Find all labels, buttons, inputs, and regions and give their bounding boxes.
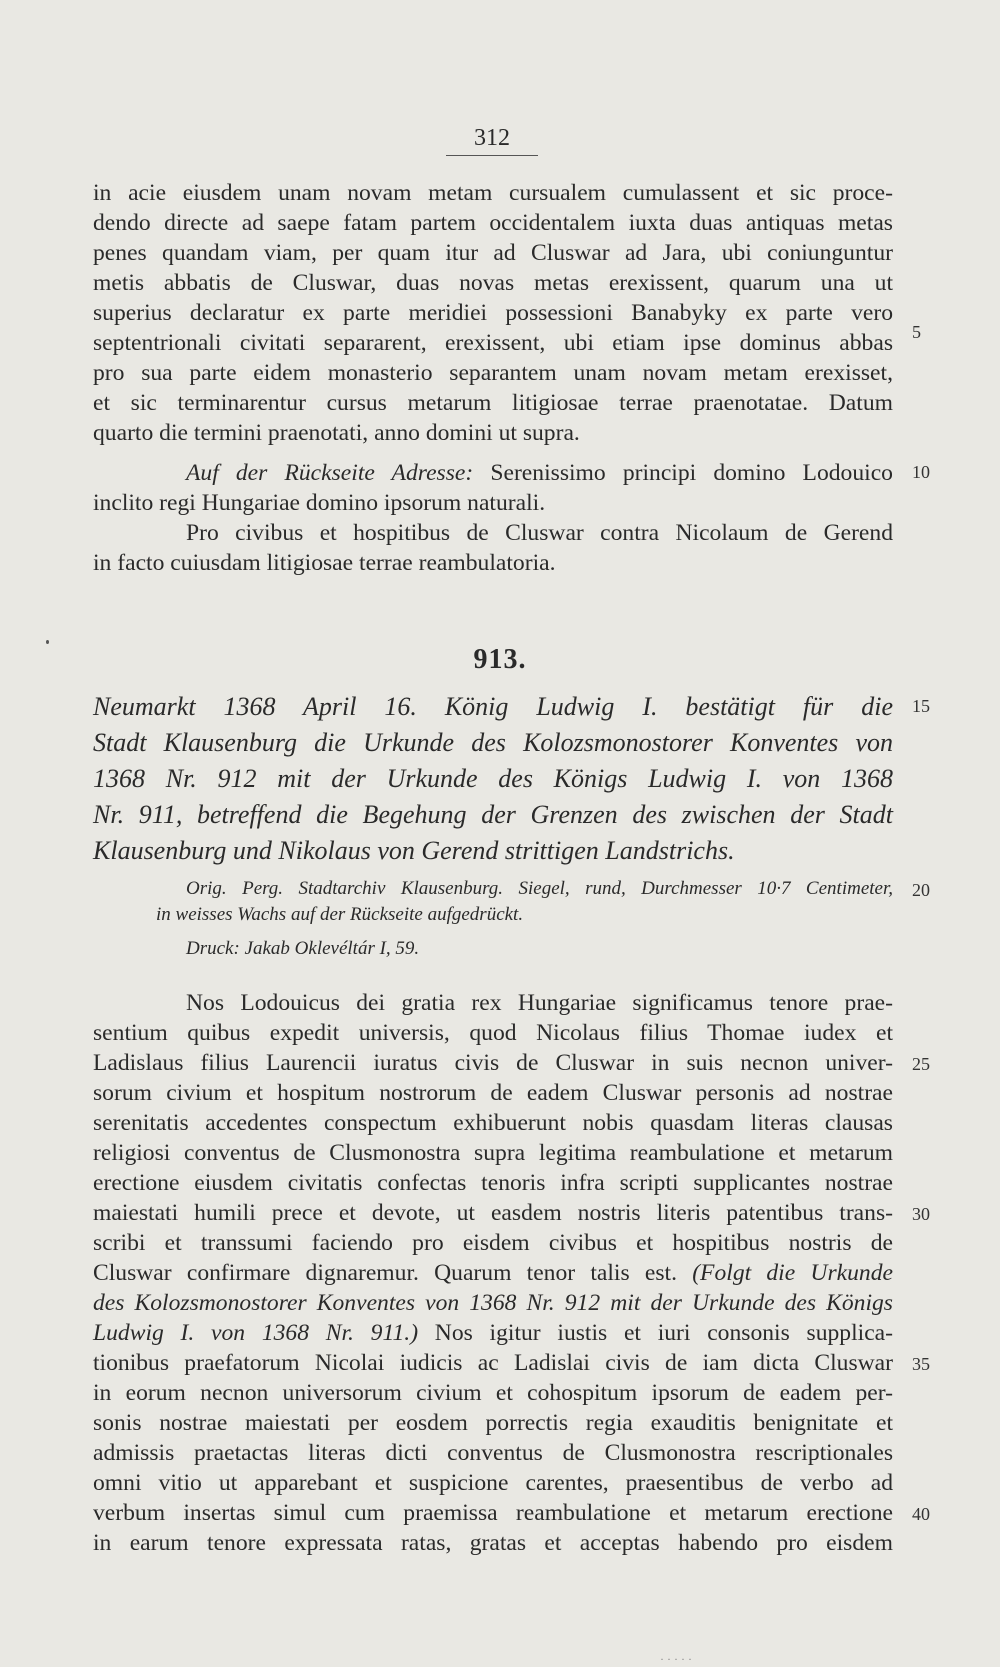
text-line: pro sua parte eidem monasterio separantem unam novam metam erexisset, <box>93 360 893 386</box>
text-line: omni vitio ut apparebant et suspicione carentes, praesentibus de verbo ad <box>93 1470 893 1496</box>
text-line <box>93 1318 893 1348</box>
address-label: Auf der Rückseite Adresse: <box>186 460 474 486</box>
text-line: scribi et transsumi faciendo pro eisdem civibus et hospitibus nostris de <box>93 1230 893 1256</box>
text-line: metis abbatis de Cluswar, duas novas metas erexissent, quarum una ut <box>93 270 893 296</box>
source-line: in weisses Wachs auf der Rückseite aufgedrückt. <box>156 904 524 925</box>
line-number: 25 <box>912 1054 930 1074</box>
footer-mark: · · · · · <box>660 1652 692 1666</box>
regest-line: Stadt Klausenburg die Urkunde des Kolozsmonostorer Konventes von <box>93 728 893 757</box>
text-line: maiestati humili prece et devote, ut easdem nostris literis patentibus trans- <box>93 1200 893 1226</box>
text-segment: Cluswar confirmare dignaremur. Quarum tenor talis est. <box>93 1260 677 1286</box>
text-line: septentrionali civitati separarent, erexissent, ubi etiam ipse dominus abbas <box>93 330 893 356</box>
text-line: Ladislaus filius Laurencii iuratus civis de Cluswar in suis necnon univer- <box>93 1050 893 1076</box>
text-line: des Kolozsmonostorer Konventes von 1368 Nr. 912 mit der Urkunde des Königs <box>93 1290 893 1316</box>
text-line: Nos Lodouicus dei gratia rex Hungariae significamus tenore prae- <box>186 990 893 1016</box>
note-line: in facto cuiusdam litigiosae terrae reambulatoria. <box>93 550 556 576</box>
text-segment: (Folgt die Urkunde <box>692 1260 893 1286</box>
line-number: 20 <box>912 880 930 900</box>
line-number: 5 <box>912 322 921 342</box>
address-line: inclito regi Hungariae domino ipsorum naturali. <box>93 490 546 516</box>
source-line: Orig. Perg. Stadtarchiv Klausenburg. Siegel, rund, Durchmesser 10·7 Centimeter, <box>186 878 893 899</box>
text-line: religiosi conventus de Clusmonostra supra legitima reambulatione et metarum <box>93 1140 893 1166</box>
text-segment: Nos igitur iustis et iuri consonis supplica- <box>434 1320 893 1346</box>
text-line: in acie eiusdem unam novam metam cursualem cumulassent et sic proce- <box>93 180 893 206</box>
paper-speck <box>46 640 49 644</box>
text-line: verbum insertas simul cum praemissa reambulatione et metarum erectione <box>93 1500 893 1526</box>
note-line: Pro civibus et hospitibus de Cluswar contra Nicolaum de Gerend <box>186 520 893 546</box>
text-line: erectione eiusdem civitatis confectas tenoris infra scripti supplicantes nostrae <box>93 1170 893 1196</box>
source-line: Druck: Jakab Oklevéltár I, 59. <box>186 938 420 959</box>
text-line <box>93 1258 893 1288</box>
text-line: superius declaratur ex parte meridiei possessioni Banabyky ex parte vero <box>93 300 893 326</box>
text-line: penes quandam viam, per quam itur ad Cluswar ad Jara, ubi coniunguntur <box>93 240 893 266</box>
address-line <box>186 458 893 488</box>
regest-line: Klausenburg und Nikolaus von Gerend strittigen Landstrichs. <box>93 836 735 865</box>
text-line: in earum tenore expressata ratas, gratas et acceptas habendo pro eisdem <box>93 1530 893 1556</box>
text-line: tionibus praefatorum Nicolai iudicis ac Ladislai civis de iam dicta Cluswar <box>93 1350 893 1376</box>
regest-line: Neumarkt 1368 April 16. König Ludwig I. bestätigt für die <box>93 692 893 721</box>
text-line: sorum civium et hospitum nostrorum de eadem Cluswar personis ad nostrae <box>93 1080 893 1106</box>
line-number: 10 <box>912 462 930 482</box>
text-line: serenitatis accedentes conspectum exhibuerunt nobis quasdam literas clausas <box>93 1110 893 1136</box>
text-line: sentium quibus expedit universis, quod Nicolaus filius Thomae iudex et <box>93 1020 893 1046</box>
text-segment: Ludwig I. von 1368 Nr. 911.) <box>93 1320 419 1346</box>
document-number: 913. <box>473 644 527 675</box>
text-line: et sic terminarentur cursus metarum litigiosae terrae praenotatae. Datum <box>93 390 893 416</box>
address-text: Serenissimo principi domino Lodouico <box>490 460 893 486</box>
line-number: 40 <box>912 1504 930 1524</box>
line-number: 15 <box>912 696 930 716</box>
text-line: sonis nostrae maiestati per eosdem porrectis regia exauditis benignitate et <box>93 1410 893 1436</box>
text-line: quarto die termini praenotati, anno domini ut supra. <box>93 420 580 446</box>
text-line: dendo directe ad saepe fatam partem occidentalem iuxta duas antiquas metas <box>93 210 893 236</box>
line-number: 30 <box>912 1204 930 1224</box>
page-number: 312 <box>474 125 510 151</box>
page-number-rule <box>446 155 538 156</box>
line-number: 35 <box>912 1354 930 1374</box>
regest-line: 1368 Nr. 912 mit der Urkunde des Königs Ludwig I. von 1368 <box>93 764 893 793</box>
text-line: in eorum necnon universorum civium et cohospitum ipsorum de eadem per- <box>93 1380 893 1406</box>
regest-line: Nr. 911, betreffend die Begehung der Grenzen des zwischen der Stadt <box>93 800 893 829</box>
text-line: admissis praetactas literas dicti conventus de Clusmonostra rescriptionales <box>93 1440 893 1466</box>
